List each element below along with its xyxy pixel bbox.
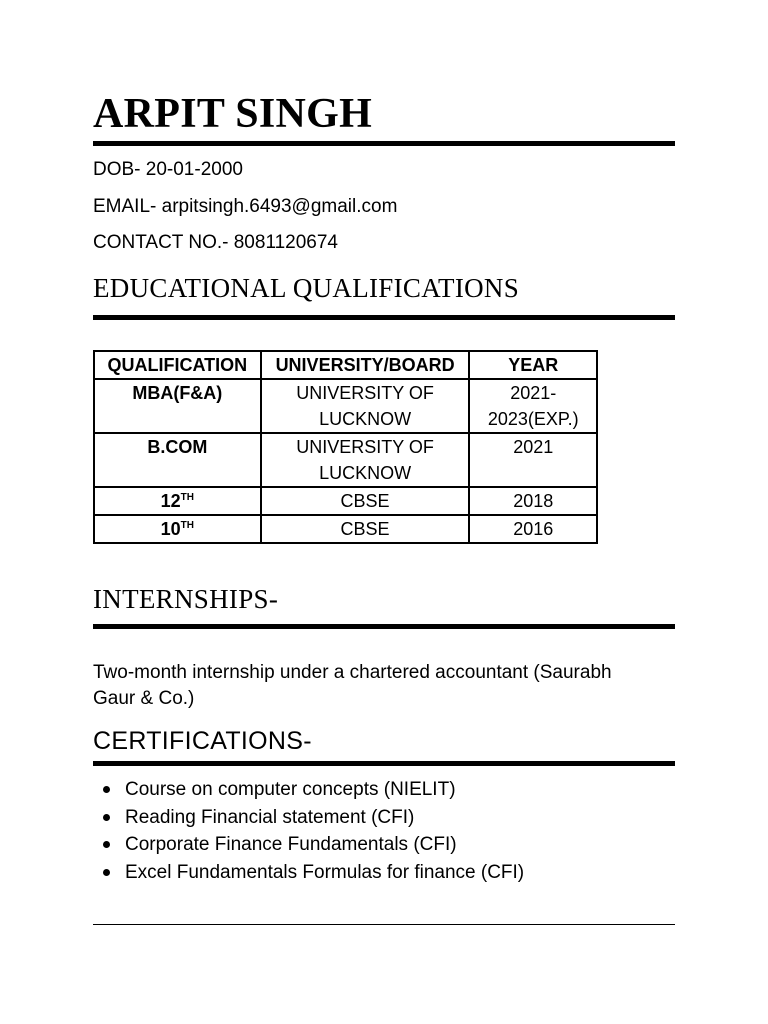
year-text-line1: 2021- [510, 383, 557, 403]
ordinal-suffix: TH [180, 492, 195, 503]
certifications-title: CERTIFICATIONS- [93, 727, 312, 755]
ordinal-suffix: TH [180, 520, 195, 531]
board-cell [261, 379, 470, 433]
board-cell [261, 487, 470, 515]
qualification-text: B.COM [147, 437, 208, 457]
certification-text: Course on computer concepts (NIELIT) [125, 779, 456, 800]
board-text-line2: LUCKNOW [319, 463, 412, 483]
qualification-text: MBA(F&A) [132, 383, 223, 403]
footer-divider [93, 924, 675, 925]
internships-divider [93, 624, 675, 629]
board-text-line1: UNIVERSITY OF [296, 437, 434, 457]
qualification-cell [94, 515, 261, 543]
year-text-line1: 2018 [513, 491, 554, 511]
year-cell [469, 487, 597, 515]
certification-text: Excel Fundamentals Formulas for finance (CFI) [125, 861, 525, 883]
board-cell [261, 515, 470, 543]
email-line: EMAIL- arpitsingh.6493@gmail.com [93, 196, 398, 217]
year-cell [469, 433, 597, 487]
table-header-row [94, 351, 597, 379]
board-text-line1: CBSE [340, 519, 390, 539]
table-row [94, 487, 597, 515]
qualification-cell [94, 379, 261, 433]
bullet-icon [103, 786, 110, 793]
education-table [93, 350, 598, 544]
bullet-icon [103, 841, 110, 848]
qualification-text: 12 [160, 491, 181, 511]
board-text-line2: LUCKNOW [319, 409, 412, 429]
year-text-line1: 2021 [513, 437, 554, 457]
bullet-icon [103, 869, 110, 876]
candidate-name: ARPIT SINGH [93, 91, 373, 137]
certification-text: Reading Financial statement (CFI) [125, 806, 415, 828]
internship-description: Two-month internship under a chartered accountant (Saurabh Gaur & Co.) [93, 662, 612, 709]
board-text-line1: UNIVERSITY OF [296, 383, 434, 403]
list-item [93, 831, 524, 859]
certifications-divider [93, 761, 675, 766]
internships-title: INTERNSHIPS- [93, 584, 279, 614]
education-title: EDUCATIONAL QUALIFICATIONS [93, 273, 520, 303]
board-text-line1: CBSE [340, 491, 390, 511]
year-cell [469, 379, 597, 433]
year-cell [469, 515, 597, 543]
bullet-icon [103, 814, 110, 821]
column-header-board: UNIVERSITY/BOARD [261, 351, 470, 379]
year-text-line2: 2023(EXP.) [487, 409, 579, 429]
list-item [93, 804, 524, 832]
qualification-cell [94, 433, 261, 487]
qualification-cell [94, 487, 261, 515]
list-item [93, 859, 524, 887]
column-header-year: YEAR [469, 351, 597, 379]
certifications-list [93, 776, 524, 886]
year-text-line1: 2016 [513, 519, 554, 539]
contact-line: CONTACT NO.- 8081120674 [93, 232, 338, 253]
table-row [94, 433, 597, 487]
education-divider [93, 315, 675, 320]
table-row [94, 515, 597, 543]
certification-text: Corporate Finance Fundamentals (CFI) [125, 834, 457, 855]
qualification-text: 10 [160, 519, 181, 539]
table-row [94, 379, 597, 433]
dob-line: DOB- 20-01-2000 [93, 159, 243, 180]
list-item [93, 776, 524, 804]
name-divider [93, 141, 675, 146]
board-cell [261, 433, 470, 487]
column-header-qualification: QUALIFICATION [94, 351, 261, 379]
